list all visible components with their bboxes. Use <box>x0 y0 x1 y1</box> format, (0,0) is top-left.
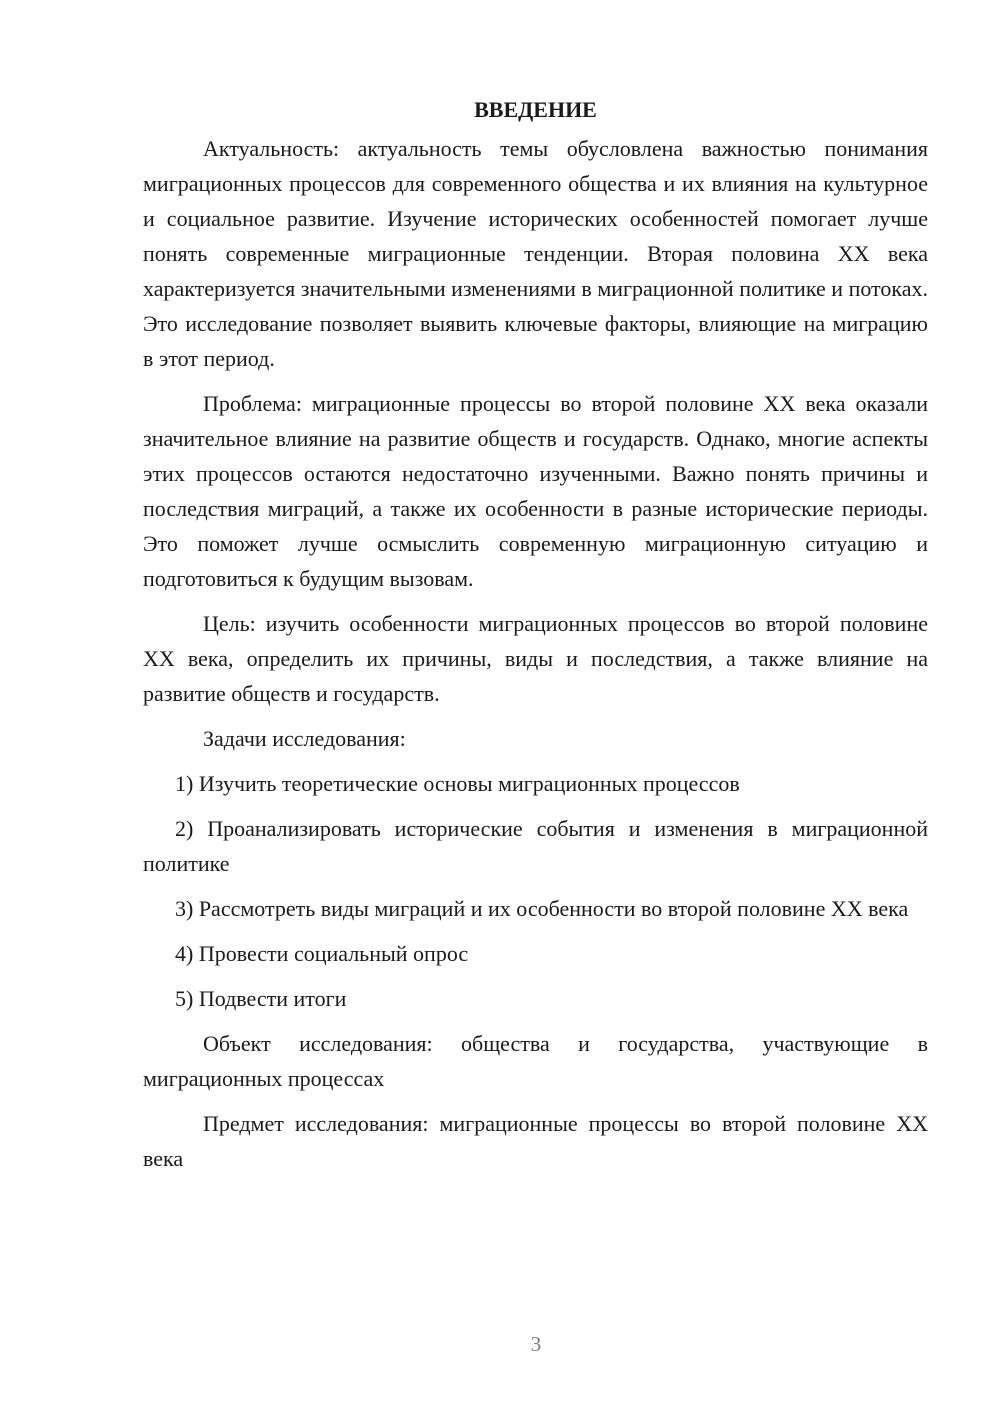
tasks-list <box>143 766 928 1016</box>
document-page <box>143 92 928 1186</box>
problem-paragraph: Проблема: миграционные процессы во второй половине XX века оказали значительное влияние на развитие обществ и государств. Однако, многие аспекты этих процессов остаются недостаточно изученными. Важно понять причины и последствия миграций, а также их особенности в разные исторические периоды. Это поможет лучше осмыслить современную миграционную ситуацию и подготовиться к будущим вызовам. <box>143 391 928 591</box>
subject-paragraph: Предмет исследования: миграционные процессы во второй половине XX века <box>143 1111 928 1171</box>
list-item: 2) Проанализировать исторические события и изменения в миграционной политике <box>143 816 928 876</box>
list-item: 1) Изучить теоретические основы миграционных процессов <box>175 771 740 796</box>
list-item: 5) Подвести итоги <box>175 986 347 1011</box>
page-title: ВВЕДЕНИЕ <box>474 97 597 122</box>
object-paragraph: Объект исследования: общества и государства, участвующие в миграционных процессах <box>143 1031 928 1091</box>
list-item: 4) Провести социальный опрос <box>175 941 469 966</box>
list-item: 3) Рассмотреть виды миграций и их особенности во второй половине XX века <box>175 896 909 921</box>
tasks-heading: Задачи исследования: <box>203 726 406 751</box>
page-number: 3 <box>530 1332 542 1356</box>
relevance-paragraph: Актуальность: актуальность темы обусловлена важностью понимания миграционных процессов для современного общества и их влияния на культурное и социальное развитие. Изучение исторических особенностей помогает лучше понять современные миграционные тенденции. Вторая половина XX века характеризуется значительными изменениями в миграционной политике и потоках. Это исследование позволяет выявить ключевые факторы, влияющие на миграцию в этот период. <box>143 136 928 371</box>
goal-paragraph: Цель: изучить особенности миграционных процессов во второй половине XX века, определить их причины, виды и последствия, а также влияние на развитие обществ и государств. <box>143 611 928 706</box>
